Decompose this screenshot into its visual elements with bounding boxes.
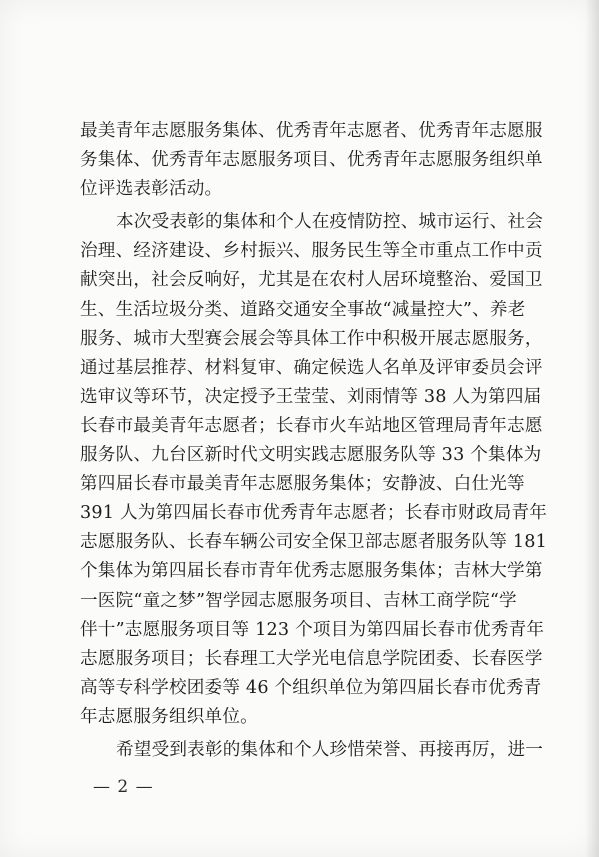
text-line: 本次受表彰的集体和个人在疫情防控、城市运行、社会 [116,212,544,233]
text-line: 希望受到表彰的集体和个人珍惜荣誉、再接再厉，进一 [116,739,544,760]
paragraph-3 [80,736,543,765]
text-line: 伴十”志愿服务项目等 123 个项目为第四届长春市优秀青年 [80,619,545,640]
text-line: 志愿服务队、长春车辆公司安全保卫部志愿者服务队等 181 [80,532,548,553]
page-number: — 2 — [93,777,154,797]
text-line: 高等专科学校团委等 46 个组织单位为第四届长春市优秀青 [80,677,542,698]
text-line: 391 人为第四届长春市优秀青年志愿者；长春市财政局青年 [80,503,548,524]
text-line: 长春市最美青年志愿者；长春市火车站地区管理局青年志愿 [80,415,543,436]
text-line: 最美青年志愿服务集体、优秀青年志愿者、优秀青年志愿服 [80,121,543,141]
paragraph-2 [80,208,548,732]
text-line: 治理、经济建设、乡村振兴、服务民生等全市重点工作中贡 [80,241,543,262]
text-line: 个集体为第四届长春市青年优秀志愿服务集体；吉林大学第 [80,561,543,582]
document-body [80,117,548,765]
text-line: 年志愿服务组织单位。 [80,706,258,727]
text-line: 生、生活垃圾分类、道路交通安全事故“减量控大”、养老 [80,299,526,320]
text-line: 务集体、优秀青年志愿服务项目、优秀青年志愿服务组织单 [80,150,543,171]
text-line: 选审议等环节，决定授予王莹莹、刘雨情等 38 人为第四届 [80,386,542,407]
text-line: 服务队、九台区新时代文明实践志愿服务队等 33 个集体为 [80,445,542,466]
text-line: 通过基层推荐、材料复审、确定候选人名单及评审委员会评 [80,357,543,378]
text-line: 志愿服务项目；长春理工大学光电信息学院团委、长春医学 [80,648,543,669]
text-line: 位评选表彰活动。 [80,179,223,200]
text-line: 献突出，社会反响好，尤其是在农村人居环境整治、爱国卫 [80,270,543,291]
text-line: 服务、城市大型赛会展会等具体工作中积极开展志愿服务， [80,328,543,349]
page-edge-shadow [585,0,599,857]
text-line: 一医院“童之梦”智学园志愿服务项目、吉林工商学院“学 [80,590,517,611]
text-line: 第四届长春市最美青年志愿服务集体；安静波、白仕光等 [80,474,525,495]
paragraph-1 [80,117,543,204]
